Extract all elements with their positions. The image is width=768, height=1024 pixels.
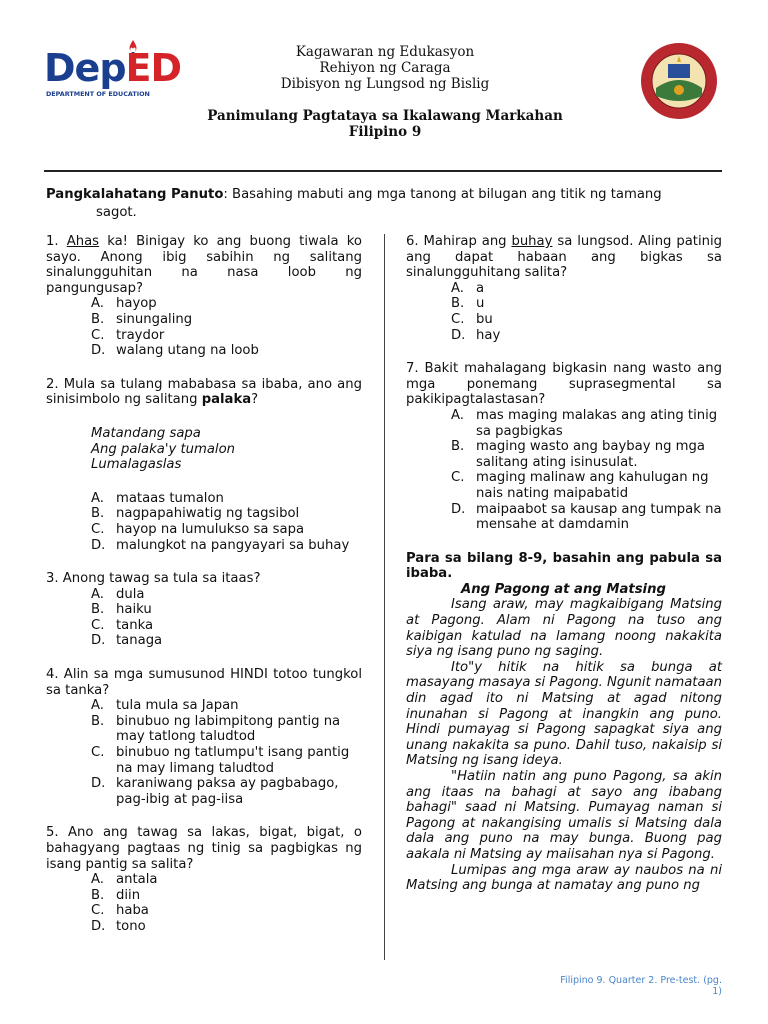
fable-paragraph: "Hatiin natin ang puno Pagong, sa akin ang itaas na bahagi at sayo ang ibabang bahagi" saad ni Matsing. Pumayag naman si Pagong at nakangising umalis si Matsing dala dala ang puno na may bunga. Buong pag aakala ni Matsing ay maiisahan nya si Pagong.	[406, 769, 722, 862]
q4-option-c[interactable]: C. binubuo ng tatlumpu't isang pantig na may limang taludtod	[91, 745, 350, 776]
q6-option-b[interactable]: B. u	[451, 296, 485, 312]
question-7: 7. Bakit mahalagang bigkasin nang wasto ang mga ponemang suprasegmental sa pakikipagtalastasan?	[406, 361, 722, 408]
fable-paragraph: Lumipas ang mga araw ay naubos na ni Matsing ang bunga at namatay ang puno ng	[406, 862, 722, 894]
q6-underlined-word: buhay	[511, 234, 553, 249]
division-seal-icon	[640, 42, 718, 120]
poem-line: Ang palaka'y tumalon	[91, 441, 236, 457]
q7-option-d[interactable]: D. maipaabot sa kausap ang tumpak na mensahe at damdamin	[451, 501, 722, 533]
q1-options	[46, 296, 362, 358]
page-footer: Filipino 9. Quarter 2. Pre-test. (pg. 1)	[560, 975, 722, 997]
q1-text: ka! Binigay ko ang buong tiwala ko sayo. Anong ibig sabihin ng salitang sinalungguhitan na nasa loob ng pangungusap?	[46, 234, 362, 296]
deped-logo	[44, 40, 182, 102]
q3-option-a[interactable]: A. dula	[91, 586, 145, 602]
question-6: 6. Mahirap ang buhay sa lungsod. Aling patinig ang dapat habaan ang bigkas sa sinalungguhitang salita?	[406, 234, 722, 281]
q6-option-a[interactable]: A. a	[451, 280, 485, 296]
q7-options	[406, 408, 722, 533]
q5-option-b[interactable]: B. diin	[91, 887, 141, 903]
column-divider	[384, 234, 385, 960]
q5-option-d[interactable]: D. tono	[91, 918, 146, 934]
question-1	[46, 234, 362, 296]
poem-line: Lumalagaslas	[91, 457, 182, 473]
q5-option-c[interactable]: C. haba	[91, 903, 149, 919]
exam-title: Panimulang Pagtataya sa Ikalawang Markahan	[207, 108, 563, 124]
header-divider	[44, 170, 722, 172]
q3-option-b[interactable]: B. haiku	[91, 602, 152, 618]
fable-intro: Para sa bilang 8-9, basahin ang pabula sa ibaba.	[406, 550, 722, 582]
fable-title: Ang Pagong at ang Matsing	[461, 581, 666, 597]
left-column	[46, 234, 362, 935]
q1-option-c[interactable]: C. traydor	[91, 327, 165, 343]
q2-option-b[interactable]: B. nagpapahiwatig ng tagsibol	[91, 506, 300, 522]
q6-option-d[interactable]: D. hay	[451, 327, 501, 343]
q6-option-c[interactable]: C. bu	[451, 311, 493, 327]
general-instructions	[46, 186, 722, 222]
q4-option-d[interactable]: D. karaniwang paksa ay pagbabago, pag-ibig at pag-iisa	[91, 776, 339, 807]
q4-option-b[interactable]: B. binubuo ng labimpitong pantig na may tatlong taludtod	[91, 713, 341, 745]
instructions-text-cont: sagot.	[96, 205, 137, 220]
header-division: Dibisyon ng Lungsod ng Bislig	[280, 76, 490, 92]
q1-option-b[interactable]: B. sinungaling	[91, 311, 193, 327]
q6-text: 6. Mahirap ang	[406, 234, 512, 249]
q2-text: 2. Mula sa tulang mababasa sa ibaba, ano ang sinisimbolo ng salitang	[46, 376, 362, 408]
question-2: 2. Mula sa tulang mababasa sa ibaba, ano ang sinisimbolo ng salitang palaka?	[46, 376, 362, 408]
question-4: 4. Alin sa mga sumusunod HINDI totoo tungkol sa tanka?	[46, 667, 362, 698]
exam-subject: Filipino 9	[348, 124, 422, 140]
q3-option-c[interactable]: C. tanka	[91, 617, 154, 633]
q2-options	[46, 491, 362, 553]
q1-option-a[interactable]: A. hayop	[91, 296, 157, 312]
q3-options	[46, 587, 362, 649]
poem-line: Matandang sapa	[91, 425, 201, 441]
q2-option-c[interactable]: C. hayop na lumulukso sa sapa	[91, 521, 305, 537]
q3-option-d[interactable]: D. tanaga	[91, 633, 163, 649]
q7-option-a[interactable]: A. mas maging malakas ang ating tinig sa pagbigkas	[451, 407, 718, 439]
right-column	[406, 234, 722, 894]
q7-option-b[interactable]: B. maging wasto ang baybay ng mga salitang ating isinusulat.	[451, 439, 705, 470]
header-region: Rehiyon ng Caraga	[319, 60, 451, 76]
instructions-label: Pangkalahatang Panuto	[46, 187, 224, 202]
q1-option-d[interactable]: D. walang utang na loob	[91, 343, 259, 359]
q7-option-c[interactable]: C. maging malinaw ang kahulugan ng nais nating maipabatid	[451, 470, 709, 501]
question-3: 3. Anong tawag sa tula sa itaas?	[46, 571, 261, 587]
deped-logo-word: DepED	[44, 46, 182, 90]
fable-paragraph: Isang araw, may magkaibigang Matsing at Pagong. Alam ni Pagong na tuso ang kaibigan katulad na lamang noong nakakita siya ng isang puno ng saging.	[406, 597, 722, 660]
q4-option-a[interactable]: A. tula mula sa Japan	[91, 698, 239, 714]
q5-option-a[interactable]: A. antala	[91, 872, 158, 888]
deped-logo-subtitle: DEPARTMENT OF EDUCATION	[46, 90, 150, 98]
fable-paragraph: Ito"y hitik na hitik sa bunga at masayang masaya si Pagong. Ngunit namataan din agad ito ni Matsing at agad nitong inunahan si Pagong at inangkin ang puno. Hindi pumayag si Pagong sapagkat siya ang unang nakakita sa puno. Dahil tuso, nakaisip si Matsing ng isang ideya.	[406, 659, 722, 769]
q2-option-d[interactable]: D. malungkot na pangyayari sa buhay	[91, 537, 350, 553]
q2-bold-word: palaka	[201, 392, 252, 408]
fable-text	[406, 597, 722, 893]
header-department: Kagawaran ng Edukasyon	[295, 44, 475, 60]
question-5: 5. Ano ang tawag sa lakas, bigat, bigat, o bahagyang pagtaas ng tinig sa pagbigkas ng isang pantig sa salita?	[46, 825, 362, 872]
q2-option-a[interactable]: A. mataas tumalon	[91, 490, 224, 506]
instructions-text: : Basahing mabuti ang mga tanong at bilugan ang titik ng tamang	[223, 187, 662, 202]
q1-underlined-word: Ahas	[66, 234, 100, 249]
q5-options	[46, 872, 362, 934]
q1-number: 1.	[46, 234, 67, 249]
q6-options	[406, 281, 722, 343]
q4-options	[46, 698, 362, 807]
